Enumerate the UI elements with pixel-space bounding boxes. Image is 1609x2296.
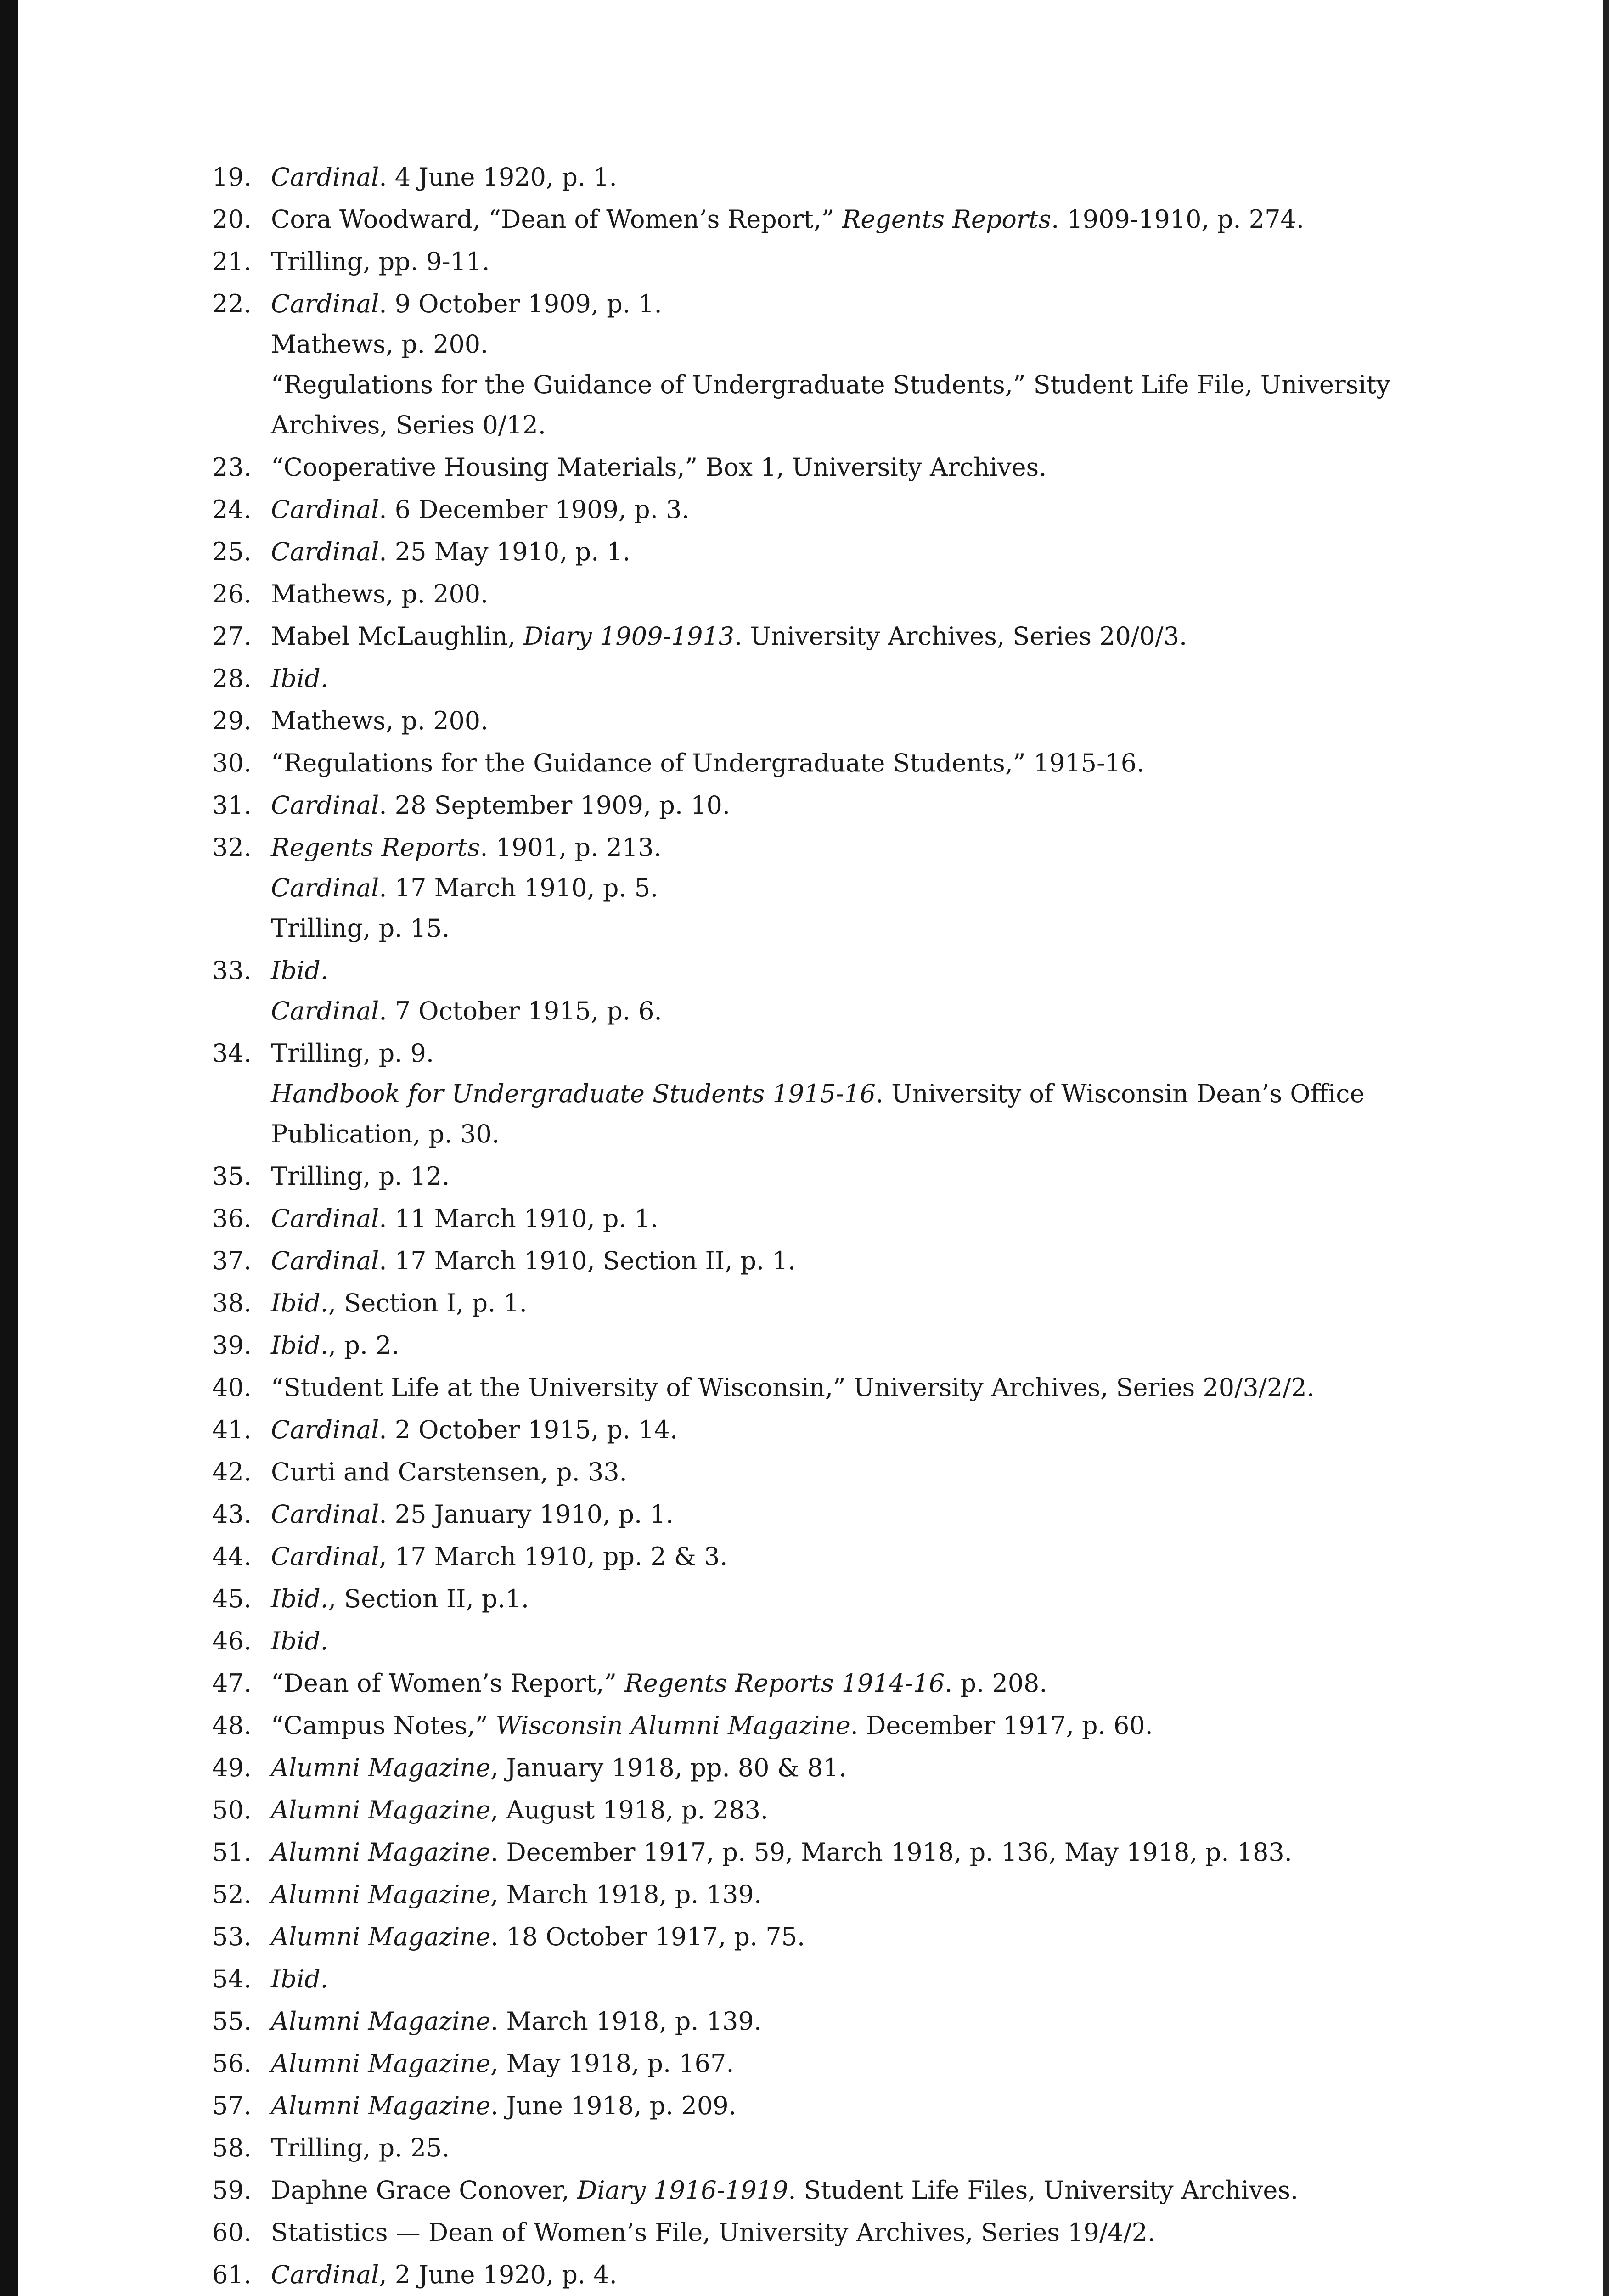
citation-text: “Dean of Women’s Report,” <box>271 1669 625 1698</box>
citation-text: . 4 June 1920, p. 1. <box>379 163 617 191</box>
endnote-line <box>271 1452 1415 1492</box>
endnote-text <box>271 1283 1415 1323</box>
endnote-number: 55. <box>212 2007 252 2036</box>
endnote-line <box>271 324 1415 365</box>
endnote-number: 23. <box>212 453 252 482</box>
endnote-item <box>212 284 1415 445</box>
endnote-line <box>271 199 1415 240</box>
italic-title: Ibid. <box>271 956 328 985</box>
endnote-number: 51. <box>212 1838 252 1867</box>
endnote-text <box>271 743 1415 783</box>
citation-text: Cora Woodward, “Dean of Women’s Report,” <box>271 205 842 234</box>
endnote-line <box>271 365 1415 445</box>
citation-text: . 11 March 1910, p. 1. <box>379 1204 658 1233</box>
italic-title: Regents Reports <box>842 205 1052 234</box>
endnote-number: 36. <box>212 1204 252 1233</box>
endnote-line <box>271 701 1415 741</box>
endnote-text <box>271 2001 1415 2042</box>
italic-title: Cardinal <box>271 1500 379 1529</box>
endnote-item <box>212 242 1415 282</box>
endnote-line <box>271 1621 1415 1661</box>
citation-text: . 7 October 1915, p. 6. <box>379 996 662 1025</box>
endnote-text <box>271 616 1415 657</box>
endnote-number: 61. <box>212 2260 252 2289</box>
italic-title: Cardinal <box>271 537 379 566</box>
endnote-number: 32. <box>212 833 252 862</box>
endnote-number: 25. <box>212 537 252 566</box>
citation-text: , 2 June 1920, p. 4. <box>379 2260 617 2289</box>
endnote-text <box>271 447 1415 488</box>
citation-text: , Section II, p.1. <box>328 1584 529 1613</box>
endnote-line <box>271 284 1415 324</box>
endnote-item <box>212 785 1415 826</box>
endnote-item <box>212 2170 1415 2211</box>
citation-text: . 9 October 1909, p. 1. <box>379 289 662 318</box>
endnote-text <box>271 574 1415 614</box>
endnote-text <box>271 1156 1415 1197</box>
citation-text: . p. 208. <box>945 1669 1047 1698</box>
endnote-number: 37. <box>212 1246 252 1275</box>
endnote-text <box>271 1452 1415 1492</box>
endnote-item <box>212 1748 1415 1788</box>
citation-text: . 25 May 1910, p. 1. <box>379 537 630 566</box>
endnote-line <box>271 1832 1415 1873</box>
italic-title: Alumni Magazine <box>271 2091 491 2120</box>
endnote-number: 41. <box>212 1415 252 1444</box>
endnote-text <box>271 532 1415 572</box>
endnote-number: 27. <box>212 622 252 651</box>
endnote-line <box>271 1494 1415 1535</box>
endnote-item <box>212 1621 1415 1661</box>
endnote-text <box>271 242 1415 282</box>
endnote-item <box>212 1410 1415 1450</box>
citation-text: . 17 March 1910, Section II, p. 1. <box>379 1246 796 1275</box>
endnote-line <box>271 1663 1415 1704</box>
italic-title: Cardinal <box>271 495 379 524</box>
endnote-item <box>212 1790 1415 1830</box>
italic-title: Wisconsin Alumni Magazine <box>495 1711 850 1740</box>
endnote-number: 52. <box>212 1880 252 1909</box>
endnote-line <box>271 490 1415 530</box>
citation-text: . December 1917, p. 60. <box>850 1711 1153 1740</box>
italic-title: Cardinal <box>271 1415 379 1444</box>
endnote-number: 48. <box>212 1711 252 1740</box>
endnote-number: 40. <box>212 1373 252 1402</box>
endnote-item <box>212 1283 1415 1323</box>
endnote-item <box>212 1874 1415 1915</box>
endnote-number: 39. <box>212 1331 252 1360</box>
citation-text: Mathews, p. 200. <box>271 706 489 735</box>
endnote-line <box>271 447 1415 488</box>
endnote-text <box>271 1033 1415 1154</box>
endnote-line <box>271 743 1415 783</box>
endnote-item <box>212 1536 1415 1577</box>
italic-title: Ibid. <box>271 1626 328 1655</box>
endnote-text <box>271 1536 1415 1577</box>
endnote-number: 44. <box>212 1542 252 1571</box>
citation-text: . 1901, p. 213. <box>480 833 662 862</box>
endnote-item <box>212 1199 1415 1239</box>
endnote-number: 60. <box>212 2218 252 2247</box>
citation-text: . 25 January 1910, p. 1. <box>379 1500 674 1529</box>
italic-title: Cardinal <box>271 1542 379 1571</box>
citation-text: Trilling, p. 12. <box>271 1162 450 1191</box>
endnote-text <box>271 1199 1415 1239</box>
endnote-line <box>271 2001 1415 2042</box>
citation-text: “Student Life at the University of Wisconsin,” University Archives, Series 20/3/2/2. <box>271 1373 1315 1402</box>
endnote-item <box>212 2043 1415 2084</box>
endnote-line <box>271 827 1415 868</box>
endnote-number: 59. <box>212 2176 252 2205</box>
endnote-text <box>271 1748 1415 1788</box>
citation-text: . 1909-1910, p. 274. <box>1051 205 1304 234</box>
endnote-line <box>271 1074 1415 1154</box>
endnote-text <box>271 2212 1415 2253</box>
italic-title: Alumni Magazine <box>271 1922 491 1951</box>
endnote-item <box>212 616 1415 657</box>
endnote-line <box>271 1325 1415 1366</box>
endnote-text <box>271 827 1415 949</box>
italic-title: Alumni Magazine <box>271 2049 491 2078</box>
endnote-item <box>212 2255 1415 2296</box>
endnote-item <box>212 743 1415 783</box>
endnote-number: 30. <box>212 748 252 777</box>
endnote-text <box>271 1325 1415 1366</box>
endnote-line <box>271 1536 1415 1577</box>
endnote-text <box>271 701 1415 741</box>
endnote-item <box>212 532 1415 572</box>
italic-title: Cardinal <box>271 996 379 1025</box>
citation-text: . Student Life Files, University Archives. <box>788 2176 1299 2205</box>
endnote-text <box>271 1494 1415 1535</box>
endnote-number: 34. <box>212 1039 252 1068</box>
endnote-line <box>271 2128 1415 2168</box>
endnote-line <box>271 1283 1415 1323</box>
endnote-text <box>271 2255 1415 2296</box>
citation-text: Trilling, p. 25. <box>271 2133 450 2162</box>
citation-text: , January 1918, pp. 80 & 81. <box>490 1753 847 1782</box>
endnote-text <box>271 1621 1415 1661</box>
endnote-line <box>271 2212 1415 2253</box>
endnote-line <box>271 1917 1415 1957</box>
citation-text: . 28 September 1909, p. 10. <box>379 791 731 820</box>
italic-title: Alumni Magazine <box>271 1880 491 1909</box>
italic-title: Cardinal <box>271 163 379 191</box>
citation-text: Mathews, p. 200. <box>271 580 489 608</box>
endnote-item <box>212 574 1415 614</box>
endnote-text <box>271 1367 1415 1408</box>
citation-text: “Regulations for the Guidance of Undergraduate Students,” 1915-16. <box>271 748 1145 777</box>
endnote-number: 47. <box>212 1669 252 1698</box>
endnote-line <box>271 2043 1415 2084</box>
endnote-text <box>271 951 1415 1031</box>
citation-text: . 18 October 1917, p. 75. <box>490 1922 805 1951</box>
endnote-number: 29. <box>212 706 252 735</box>
endnote-item <box>212 2128 1415 2168</box>
endnote-line <box>271 574 1415 614</box>
endnote-line <box>271 1874 1415 1915</box>
citation-text: Trilling, p. 15. <box>271 914 450 943</box>
endnote-text <box>271 1790 1415 1830</box>
endnote-number: 20. <box>212 205 252 234</box>
endnote-text <box>271 199 1415 240</box>
endnote-text <box>271 1874 1415 1915</box>
endnote-text <box>271 157 1415 197</box>
citation-text: . December 1917, p. 59, March 1918, p. 136, May 1918, p. 183. <box>490 1838 1292 1867</box>
endnote-item <box>212 490 1415 530</box>
italic-title: Handbook for Undergraduate Students 1915-16 <box>271 1079 876 1108</box>
endnote-item <box>212 1579 1415 1619</box>
endnote-number: 58. <box>212 2133 252 2162</box>
endnote-number: 43. <box>212 1500 252 1529</box>
endnote-line <box>271 1199 1415 1239</box>
endnote-number: 42. <box>212 1458 252 1486</box>
endnote-item <box>212 701 1415 741</box>
endnote-line <box>271 616 1415 657</box>
endnote-number: 22. <box>212 289 252 318</box>
endnote-text <box>271 1579 1415 1619</box>
italic-title: Cardinal <box>271 873 379 902</box>
endnote-line <box>271 868 1415 908</box>
endnote-number: 53. <box>212 1922 252 1951</box>
endnote-line <box>271 1410 1415 1450</box>
endnote-item <box>212 199 1415 240</box>
endnote-text <box>271 284 1415 445</box>
endnote-number: 49. <box>212 1753 252 1782</box>
endnote-number: 38. <box>212 1289 252 1317</box>
endnote-line <box>271 1367 1415 1408</box>
endnote-item <box>212 1367 1415 1408</box>
citation-text: . 2 October 1915, p. 14. <box>379 1415 678 1444</box>
citation-text: . June 1918, p. 209. <box>490 2091 737 2120</box>
endnote-item <box>212 447 1415 488</box>
endnote-text <box>271 1832 1415 1873</box>
citation-text: , p. 2. <box>328 1331 399 1360</box>
endnote-line <box>271 991 1415 1031</box>
endnote-number: 24. <box>212 495 252 524</box>
endnote-line <box>271 1748 1415 1788</box>
endnote-line <box>271 1156 1415 1197</box>
endnote-number: 35. <box>212 1162 252 1191</box>
endnote-line <box>271 1959 1415 1999</box>
scan-edge-left <box>0 0 18 2296</box>
citation-text: “Regulations for the Guidance of Undergraduate Students,” Student Life File, University Archives, Series 0/12. <box>271 370 1390 439</box>
endnote-number: 56. <box>212 2049 252 2078</box>
endnote-item <box>212 1494 1415 1535</box>
endnote-item <box>212 2001 1415 2042</box>
citation-text: , 17 March 1910, pp. 2 & 3. <box>379 1542 728 1571</box>
endnote-number: 31. <box>212 791 252 820</box>
endnote-line <box>271 1033 1415 1074</box>
endnote-line <box>271 2086 1415 2126</box>
endnote-number: 19. <box>212 163 252 191</box>
endnotes-list <box>212 157 1415 2296</box>
endnote-number: 33. <box>212 956 252 985</box>
endnote-number: 45. <box>212 1584 252 1613</box>
citation-text: Daphne Grace Conover, <box>271 2176 578 2205</box>
endnote-item <box>212 1959 1415 1999</box>
citation-text: . March 1918, p. 139. <box>490 2007 762 2036</box>
endnote-item <box>212 1705 1415 1746</box>
endnote-item <box>212 1832 1415 1873</box>
endnote-item <box>212 1452 1415 1492</box>
endnote-item <box>212 157 1415 197</box>
citation-text: , May 1918, p. 167. <box>490 2049 734 2078</box>
endnote-text <box>271 2043 1415 2084</box>
italic-title: Cardinal <box>271 1246 379 1275</box>
endnote-item <box>212 1241 1415 1281</box>
endnote-number: 21. <box>212 247 252 276</box>
italic-title: Cardinal <box>271 791 379 820</box>
italic-title: Alumni Magazine <box>271 1795 491 1824</box>
citation-text: Statistics — Dean of Women’s File, University Archives, Series 19/4/2. <box>271 2218 1156 2247</box>
italic-title: Alumni Magazine <box>271 2007 491 2036</box>
endnote-number: 57. <box>212 2091 252 2120</box>
endnote-line <box>271 242 1415 282</box>
endnote-number: 54. <box>212 1964 252 1993</box>
endnote-text <box>271 1663 1415 1704</box>
endnote-item <box>212 951 1415 1031</box>
italic-title: Ibid. <box>271 1964 328 1993</box>
endnote-number: 50. <box>212 1795 252 1824</box>
endnote-line <box>271 1579 1415 1619</box>
endnote-line <box>271 157 1415 197</box>
endnote-line <box>271 658 1415 699</box>
citation-text: . 17 March 1910, p. 5. <box>379 873 658 902</box>
endnote-line <box>271 1241 1415 1281</box>
citation-text: , August 1918, p. 283. <box>490 1795 769 1824</box>
citation-text: Curti and Carstensen, p. 33. <box>271 1458 627 1486</box>
citation-text: . University Archives, Series 20/0/3. <box>734 622 1187 651</box>
italic-title: Ibid. <box>271 1584 328 1613</box>
citation-text: “Cooperative Housing Materials,” Box 1, University Archives. <box>271 453 1047 482</box>
scan-edge-right <box>1603 0 1609 2296</box>
endnote-line <box>271 2255 1415 2295</box>
endnote-item <box>212 827 1415 949</box>
endnote-text <box>271 2170 1415 2211</box>
citation-text: Mabel McLaughlin, <box>271 622 523 651</box>
endnote-item <box>212 1033 1415 1154</box>
endnote-text <box>271 2086 1415 2126</box>
endnote-number: 28. <box>212 664 252 693</box>
citation-text: , Section I, p. 1. <box>328 1289 527 1317</box>
italic-title: Ibid. <box>271 1331 328 1360</box>
citation-text: Trilling, pp. 9-11. <box>271 247 490 276</box>
endnote-line <box>271 908 1415 949</box>
endnote-item <box>212 1917 1415 1957</box>
endnote-item <box>212 658 1415 699</box>
endnote-item <box>212 2212 1415 2253</box>
citation-text: “Campus Notes,” <box>271 1711 496 1740</box>
italic-title: Cardinal <box>271 2260 379 2289</box>
endnote-item <box>212 1663 1415 1704</box>
citation-text: . 6 December 1909, p. 3. <box>379 495 690 524</box>
italic-title: Diary 1916-1919 <box>577 2176 788 2205</box>
endnote-text <box>271 1241 1415 1281</box>
endnote-line <box>271 1705 1415 1746</box>
endnote-line <box>271 532 1415 572</box>
italic-title: Regents Reports <box>271 833 480 862</box>
italic-title: Regents Reports 1914-16 <box>624 1669 945 1698</box>
italic-title: Ibid. <box>271 1289 328 1317</box>
endnote-item <box>212 2086 1415 2126</box>
endnote-text <box>271 1410 1415 1450</box>
endnote-line <box>271 2170 1415 2211</box>
endnote-text <box>271 785 1415 826</box>
endnote-text <box>271 1959 1415 1999</box>
endnote-number: 46. <box>212 1626 252 1655</box>
citation-text: , March 1918, p. 139. <box>490 1880 762 1909</box>
italic-title: Cardinal <box>271 1204 379 1233</box>
endnote-line <box>271 951 1415 991</box>
italic-title: Alumni Magazine <box>271 1753 491 1782</box>
endnote-item <box>212 1156 1415 1197</box>
endnote-line <box>271 1790 1415 1830</box>
citation-text: . University of Wisconsin Dean’s Office Publication, p. 30. <box>271 1079 1365 1148</box>
citation-text: Trilling, p. 9. <box>271 1039 434 1068</box>
endnote-text <box>271 490 1415 530</box>
italic-title: Diary 1909-1913 <box>523 622 735 651</box>
endnote-number: 26. <box>212 580 252 608</box>
endnote-item <box>212 1325 1415 1366</box>
endnote-text <box>271 1917 1415 1957</box>
endnote-text <box>271 2128 1415 2168</box>
italic-title: Alumni Magazine <box>271 1838 491 1867</box>
endnote-text <box>271 1705 1415 1746</box>
endnote-text <box>271 658 1415 699</box>
italic-title: Cardinal <box>271 289 379 318</box>
citation-text: Mathews, p. 200. <box>271 330 489 359</box>
endnote-line <box>271 785 1415 826</box>
italic-title: Ibid. <box>271 664 328 693</box>
